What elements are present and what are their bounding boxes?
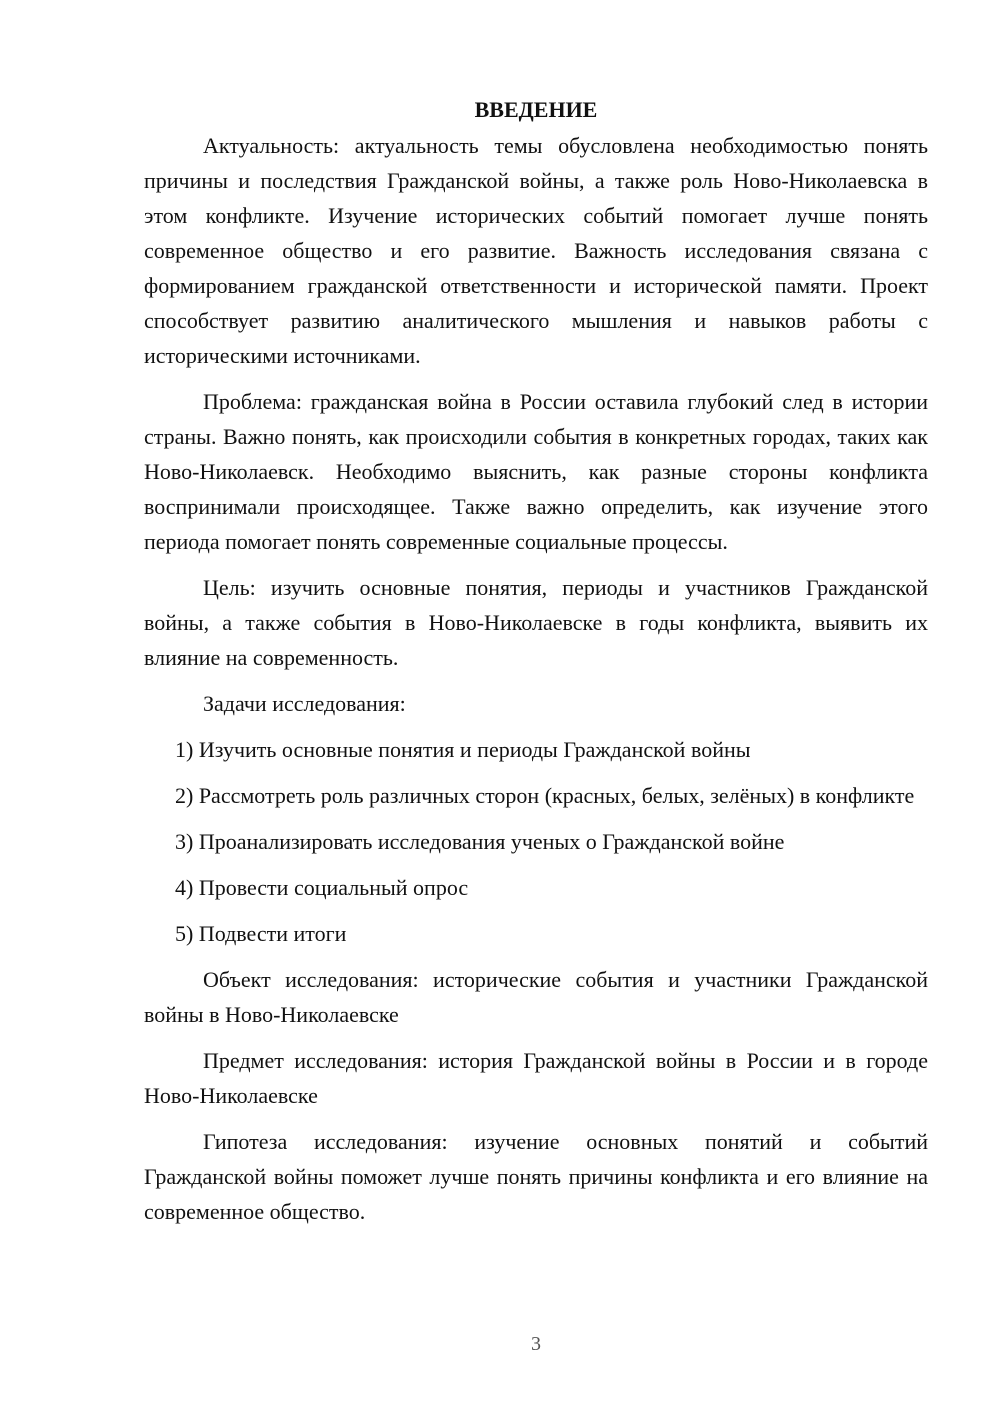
task-item: 3) Проанализировать исследования ученых о Гражданской войне xyxy=(175,829,785,854)
tasks-title: Задачи исследования: xyxy=(203,691,406,716)
page-title: ВВЕДЕНИЕ xyxy=(474,97,598,122)
page-number: 3 xyxy=(531,1333,541,1355)
document-page xyxy=(144,92,928,1240)
goal-paragraph: Цель: изучить основные понятия, периоды и участников Гражданской войны, а также события в Ново-Николаевске в годы конфликта, выявить их влияние на современность. xyxy=(144,575,928,670)
problem-paragraph: Проблема: гражданская война в России оставила глубокий след в истории страны. Важно понять, как происходили события в конкретных городах, таких как Ново-Николаевск. Необходимо выяснить, как разные стороны конфликта воспринимали происходящее. Также важно определить, как изучение этого периода помогает понять современные социальные процессы. xyxy=(144,389,928,554)
subject-paragraph: Предмет исследования: история Гражданской войны в России и в городе Ново-Николаевске xyxy=(144,1048,928,1108)
task-item: 5) Подвести итоги xyxy=(175,921,347,946)
object-paragraph: Объект исследования: исторические события и участники Гражданской войны в Ново-Николаевске xyxy=(144,967,928,1027)
task-item: 2) Рассмотреть роль различных сторон (красных, белых, зелёных) в конфликте xyxy=(175,783,915,808)
hypothesis-paragraph: Гипотеза исследования: изучение основных понятий и событий Гражданской войны поможет лучше понять причины конфликта и его влияние на современное общество. xyxy=(144,1129,928,1224)
task-item: 4) Провести социальный опрос xyxy=(175,875,469,900)
task-item: 1) Изучить основные понятия и периоды Гражданской войны xyxy=(175,737,751,762)
relevance-paragraph: Актуальность: актуальность темы обусловлена необходимостью понять причины и последствия Гражданской войны, а также роль Ново-Николаевска в этом конфликте. Изучение исторических событий помогает лучше понять современное общество и его развитие. Важность исследования связана с формированием гражданской ответственности и исторической памяти. Проект способствует развитию аналитического мышления и навыков работы с историческими источниками. xyxy=(144,133,928,368)
